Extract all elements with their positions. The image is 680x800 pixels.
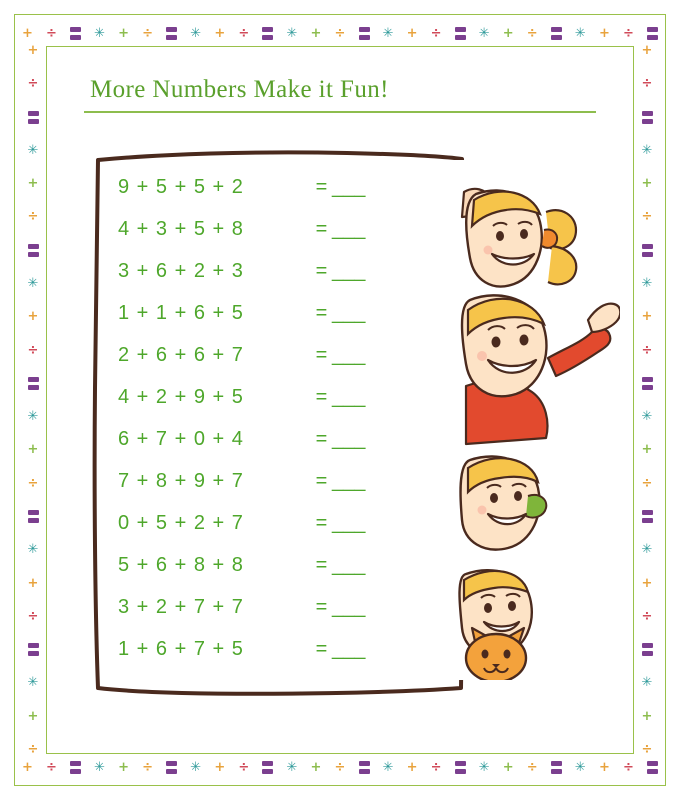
answer-blank[interactable]: ___ [332,301,366,324]
equals-sign: = [315,553,329,576]
border-symbol: ✳ [382,25,394,41]
border-symbol-equals [28,111,39,124]
border-symbol-equals [359,761,370,774]
problem-row [118,628,418,670]
border-symbol-equals [642,111,653,124]
border-symbol-equals [642,510,653,523]
border-symbol: ÷ [430,759,442,775]
equals-sign: = [315,259,329,282]
border-symbol: + [27,43,39,58]
border-symbol: ÷ [142,25,154,41]
problem-expression: 9 + 5 + 5 + 2 [118,175,244,198]
border-symbol: ✳ [574,25,586,41]
border-symbol: + [118,25,130,41]
border-symbol: ÷ [641,475,653,491]
border-symbol: + [214,759,226,775]
equals-sign: = [315,175,329,198]
border-symbol: ✳ [641,409,653,425]
border-symbol: ✳ [574,759,586,775]
problem-expression: 6 + 7 + 0 + 4 [118,427,244,450]
answer-blank[interactable]: ___ [332,469,366,492]
border-symbol: ÷ [526,759,538,775]
border-symbol: + [118,759,130,775]
border-symbol: + [641,176,653,192]
border-symbol: + [641,43,653,58]
border-symbol: ✳ [286,759,298,775]
border-symbol: ÷ [526,25,538,41]
equals-sign: = [315,595,329,618]
border-symbol: ÷ [238,25,250,41]
border-symbol: + [598,25,610,41]
problem-expression: 1 + 6 + 7 + 5 [118,637,244,660]
border-symbol-equals [28,244,39,257]
border-symbol: ✳ [94,759,106,775]
border-symbol-equals [166,761,177,774]
problem-row [118,166,418,208]
problem-row [118,208,418,250]
problem-row [118,544,418,586]
border-symbol: + [310,759,322,775]
equals-sign: = [315,427,329,450]
border-symbol: + [27,176,39,192]
border-symbol: ✳ [641,275,653,291]
border-symbol: + [27,309,39,325]
problem-expression: 4 + 2 + 9 + 5 [118,385,244,408]
answer-blank[interactable]: ___ [332,637,366,660]
border-symbol: + [502,25,514,41]
border-symbol: ÷ [27,76,39,92]
problem-expression: 7 + 8 + 9 + 7 [118,469,244,492]
border-symbol-equals [647,761,658,774]
equals-sign: = [315,217,329,240]
border-symbol: ✳ [190,759,202,775]
problem-row [118,292,418,334]
border-symbol: ÷ [334,759,346,775]
border-symbol: ÷ [641,342,653,358]
border-symbol-equals [166,27,177,40]
problem-expression: 2 + 6 + 6 + 7 [118,343,244,366]
border-symbol: + [641,708,653,724]
problem-expression: 4 + 3 + 5 + 8 [118,217,244,240]
border-symbol-equals [455,27,466,40]
border-symbol: ✳ [478,759,490,775]
problem-list [118,166,418,670]
border-symbol: ÷ [27,475,39,491]
answer-blank[interactable]: ___ [332,511,366,534]
border-symbol-equals [70,27,81,40]
border-symbol: ÷ [238,759,250,775]
border-symbol: + [22,759,33,775]
border-symbol: ÷ [641,209,653,225]
border-symbol-equals [647,27,658,40]
answer-blank[interactable]: ___ [332,175,366,198]
border-symbol: ÷ [27,741,39,757]
border-symbol-equals [359,27,370,40]
border-band-left [22,44,44,756]
problem-row [118,250,418,292]
border-symbol-equals [642,643,653,656]
border-symbol: ÷ [641,741,653,757]
children-illustration [440,160,620,680]
answer-blank[interactable]: ___ [332,553,366,576]
border-symbol-equals [28,643,39,656]
equals-sign: = [315,511,329,534]
problem-expression: 0 + 5 + 2 + 7 [118,511,244,534]
border-symbol: + [598,759,610,775]
border-symbol: ÷ [622,759,634,775]
border-symbol: + [27,575,39,591]
problem-row [118,502,418,544]
border-band-bottom [22,756,658,778]
problem-expression: 1 + 1 + 6 + 5 [118,301,244,324]
border-symbol-equals [262,27,273,40]
border-symbol-equals [262,761,273,774]
border-symbol-equals [455,761,466,774]
border-symbol: ÷ [641,608,653,624]
border-symbol: ÷ [641,76,653,92]
border-symbol: ✳ [27,409,39,425]
border-band-top [22,22,658,44]
border-symbol-equals [642,244,653,257]
border-symbol: + [641,575,653,591]
border-symbol: ÷ [430,25,442,41]
answer-blank[interactable]: ___ [332,259,366,282]
border-symbol-equals [551,761,562,774]
border-symbol: + [27,442,39,458]
problem-row [118,376,418,418]
border-symbol: + [22,25,33,41]
answer-blank[interactable]: ___ [332,217,366,240]
border-symbol-equals [642,377,653,390]
border-symbol: + [214,25,226,41]
page-title: More Numbers Make it Fun! [90,76,389,103]
answer-blank[interactable]: ___ [332,343,366,366]
answer-blank[interactable]: ___ [332,385,366,408]
border-symbol: ✳ [641,542,653,558]
problem-row [118,460,418,502]
border-symbol: ÷ [334,25,346,41]
border-symbol: ÷ [27,342,39,358]
border-symbol: ÷ [46,25,57,41]
border-symbol: ✳ [382,759,394,775]
border-symbol-equals [28,510,39,523]
border-symbol: ✳ [641,675,653,691]
border-symbol: + [406,25,418,41]
border-symbol: ✳ [27,542,39,558]
border-symbol: + [310,25,322,41]
problem-expression: 3 + 2 + 7 + 7 [118,595,244,618]
equals-sign: = [315,469,329,492]
problem-row [118,586,418,628]
answer-blank[interactable]: ___ [332,427,366,450]
title-area [84,76,596,113]
border-symbol-equals [28,377,39,390]
border-symbol: ÷ [46,759,57,775]
border-band-right [636,44,658,756]
border-symbol: ✳ [190,25,202,41]
border-symbol: ✳ [27,675,39,691]
equals-sign: = [315,385,329,408]
border-symbol: + [641,309,653,325]
border-symbol: ÷ [27,209,39,225]
problem-expression: 5 + 6 + 8 + 8 [118,553,244,576]
equals-sign: = [315,637,329,660]
border-symbol: ✳ [27,142,39,158]
border-symbol: ✳ [27,275,39,291]
border-symbol: + [502,759,514,775]
border-symbol: ÷ [142,759,154,775]
border-symbol-equals [551,27,562,40]
answer-blank[interactable]: ___ [332,595,366,618]
title-divider [84,111,596,113]
border-symbol: + [27,708,39,724]
equals-sign: = [315,343,329,366]
border-symbol: + [641,442,653,458]
border-symbol: ✳ [478,25,490,41]
border-symbol: ✳ [641,142,653,158]
problem-expression: 3 + 6 + 2 + 3 [118,259,244,282]
border-symbol: ✳ [94,25,106,41]
equals-sign: = [315,301,329,324]
problem-row [118,418,418,460]
border-symbol: ✳ [286,25,298,41]
border-symbol: + [406,759,418,775]
problem-row [118,334,418,376]
border-symbol-equals [70,761,81,774]
border-symbol: ÷ [27,608,39,624]
border-symbol: ÷ [622,25,634,41]
